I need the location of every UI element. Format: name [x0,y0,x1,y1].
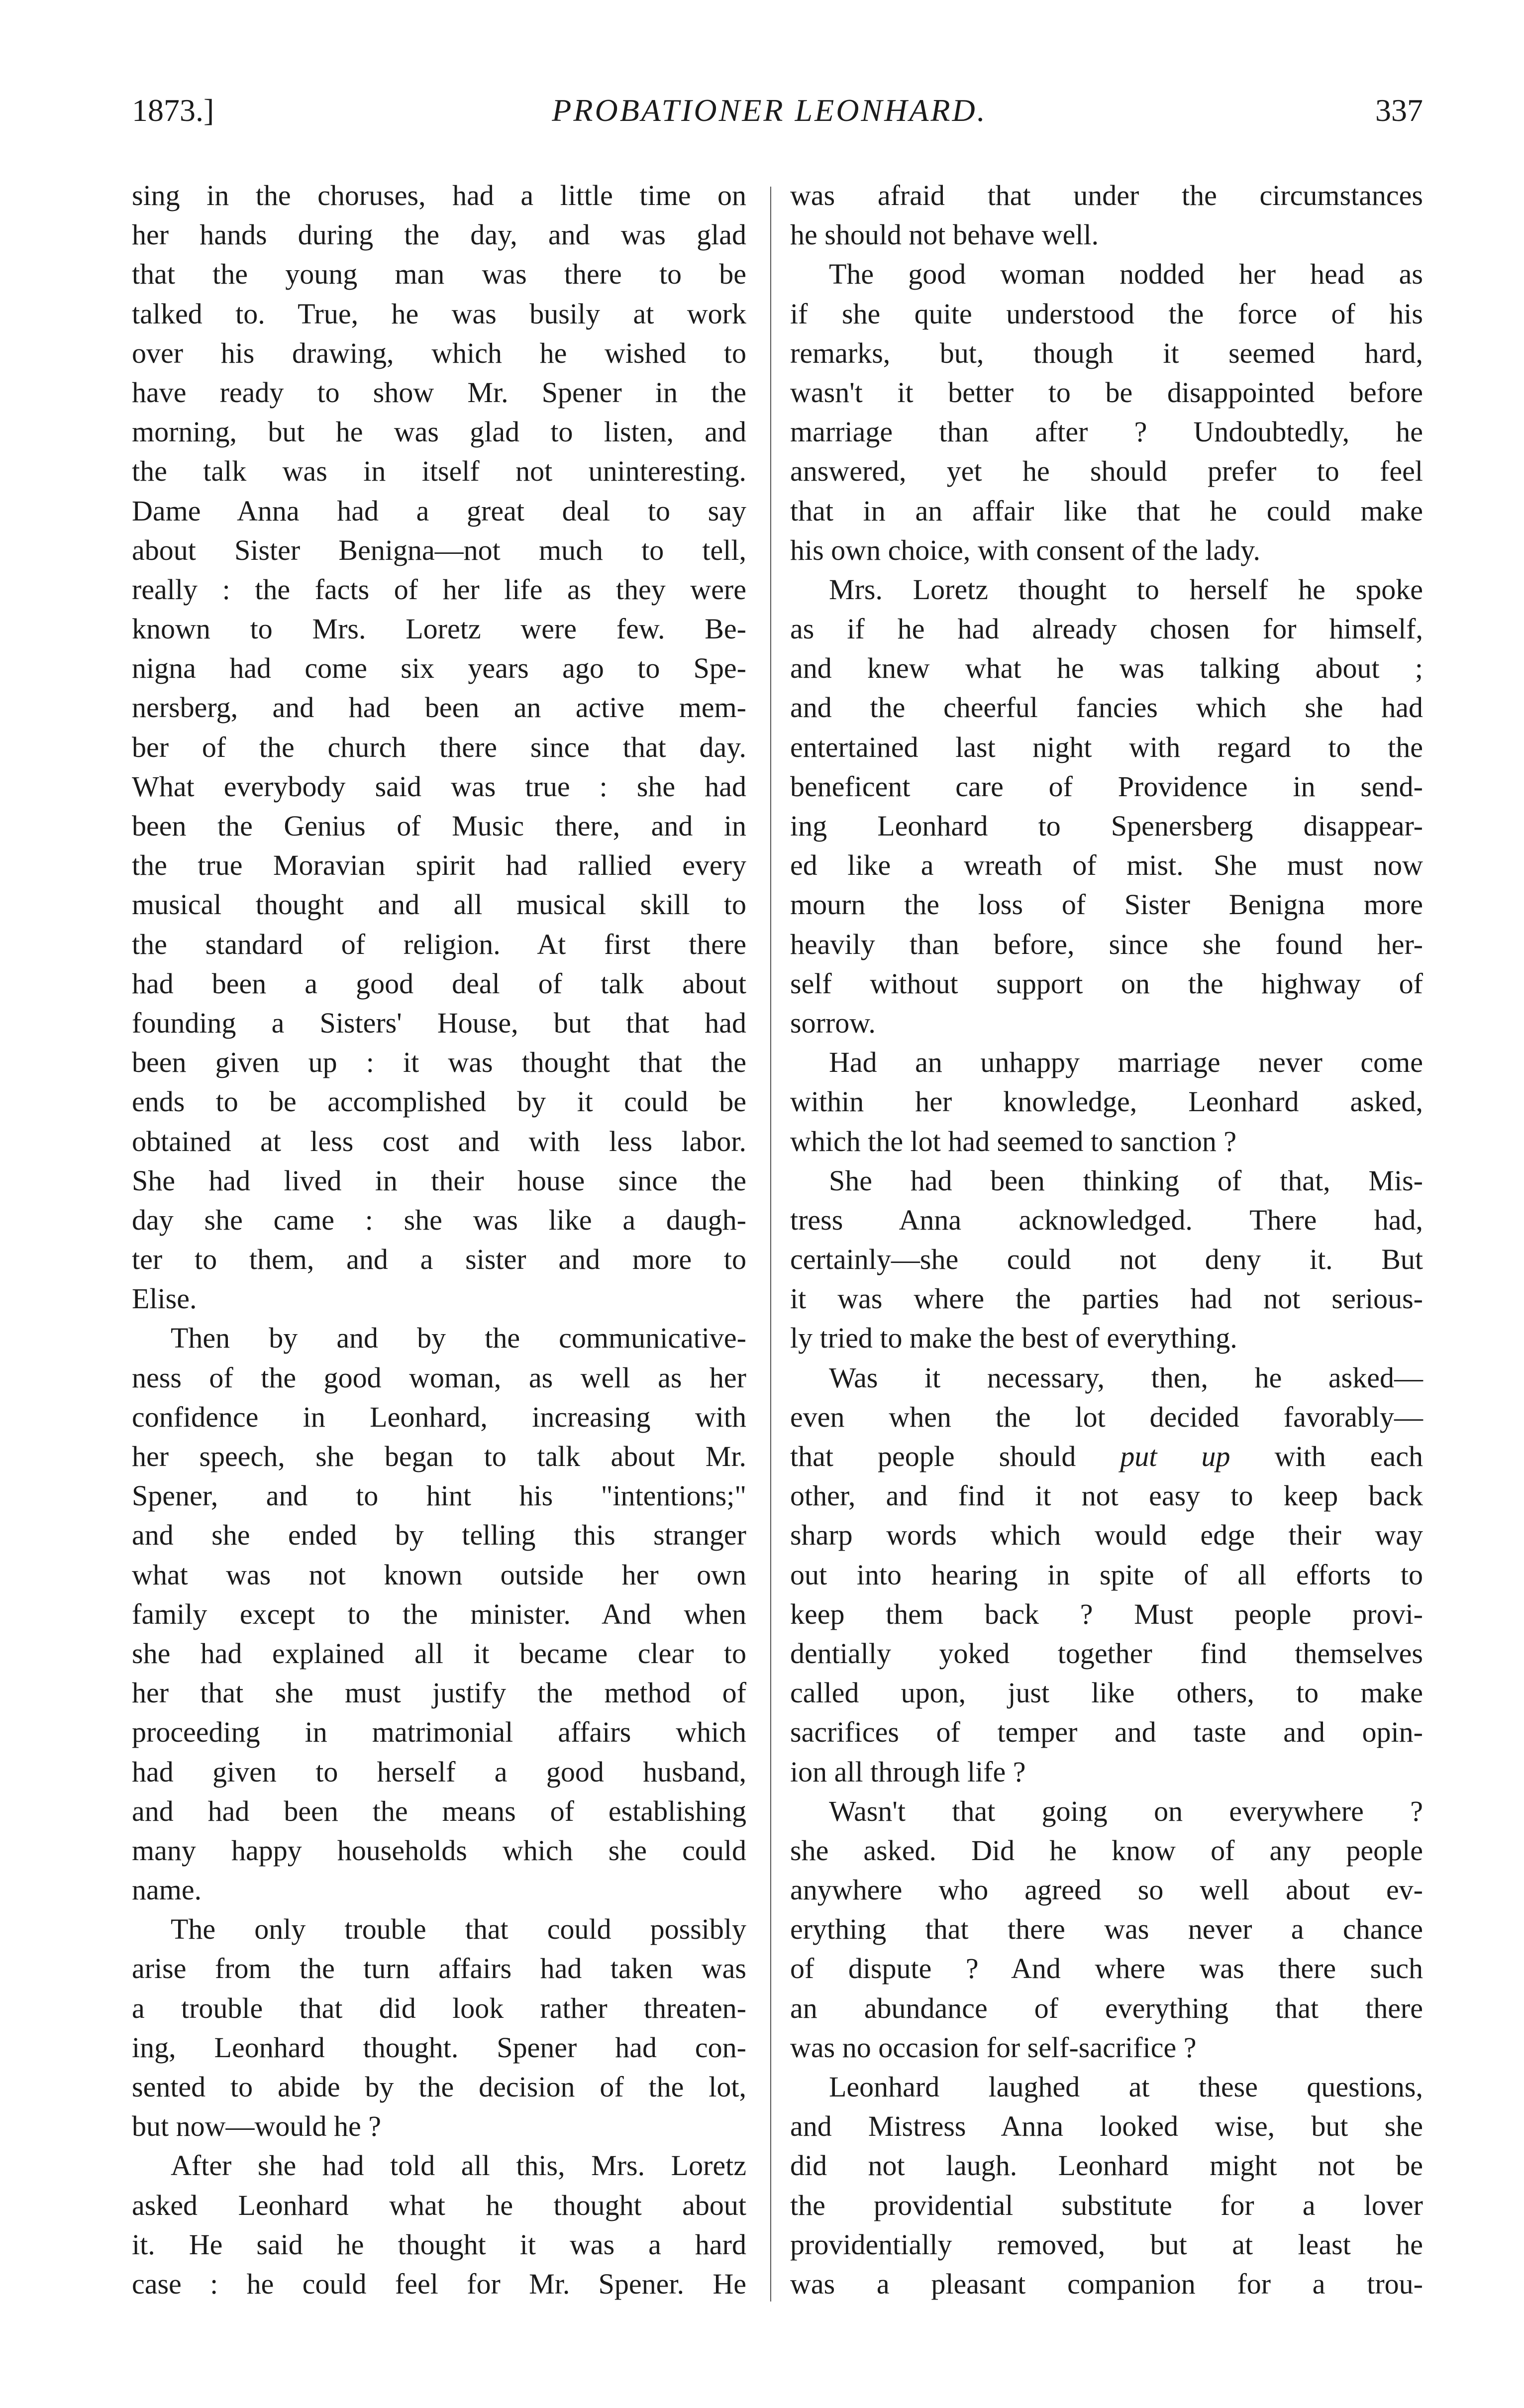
text-line: ter to them, and a sister and more to [132,1243,746,1276]
text-line: Leonhard laughed at these questions, [829,2071,1423,2103]
text-line: and she ended by telling this stranger [132,1519,746,1552]
text-line: she asked. Did he know of any people [790,1834,1423,1867]
text-line: providentially removed, but at least he [790,2228,1423,2261]
text-line: ing, Leonhard thought. Spener had con- [132,2031,746,2064]
text-line: but now—would he ? [132,2110,381,2143]
text-line: proceeding in matrimonial affairs which [132,1716,746,1749]
text-line: tress Anna acknowledged. There had, [790,1203,1423,1236]
text-line: ed like a wreath of mist. She must now [790,849,1423,882]
text-line: his own choice, with consent of the lady. [790,533,1260,566]
text-line: and Mistress Anna looked wise, but she [790,2110,1423,2143]
text-line: nigna had come six years ago to Spe- [132,652,746,685]
text-line: and had been the means of establishing [132,1794,746,1827]
text-line: that people should put up with each [790,1440,1423,1472]
text-line: ly tried to make the best of everything. [790,1322,1237,1355]
text-line: had given to herself a good husband, [132,1755,746,1788]
text-line: really : the facts of her life as they were [132,573,746,606]
column-divider [770,187,771,2302]
text-line: beneficent care of Providence in send- [790,770,1423,803]
text-line: marriage than after ? Undoubtedly, he [790,416,1423,448]
text-line: about Sister Benigna—not much to tell, [132,533,746,566]
text-line: ber of the church there since that day. [132,731,746,763]
text-line: ing Leonhard to Spenersberg disappear- [790,810,1423,842]
text-line: Had an unhappy marriage never come [829,1046,1423,1079]
text-line: out into hearing in spite of all efforts to [790,1558,1423,1591]
text-line: family except to the minister. And when [132,1597,746,1630]
text-line: morning, but he was glad to listen, and [132,416,746,448]
text-line: have ready to show Mr. Spener in the [132,376,746,409]
paragraph [790,1043,1423,1161]
text-line: She had been thinking of that, Mis- [829,1164,1423,1197]
text-line: what was not known outside her own [132,1558,746,1591]
text-line: The only trouble that could possibly [171,1913,746,1946]
running-header-title: PROBATIONER LEONHARD. [552,93,987,128]
paragraph [790,2067,1423,2303]
text-line: dentially yoked together find themselves [790,1637,1423,1670]
paragraph [790,176,1423,254]
text-line: erything that there was never a chance [790,1913,1423,1946]
text-line: ends to be accomplished by it could be [132,1085,746,1118]
text-line: Dame Anna had a great deal to say [132,494,746,527]
text-line: After she had told all this, Mrs. Loretz [171,2149,746,2182]
text-line: case : he could feel for Mr. Spener. He [132,2267,746,2300]
text-line: it was where the parties had not serious- [790,1282,1423,1315]
page-number: 337 [1375,93,1423,128]
text-line: over his drawing, which he wished to [132,336,746,369]
text-line: sharp words which would edge their way [790,1519,1423,1552]
text-line: he should not behave well. [790,218,1099,251]
text-line: and the cheerful fancies which she had [790,691,1423,724]
text-line: of dispute ? And where was there such [790,1952,1423,1985]
text-line: self without support on the highway of [790,967,1423,1000]
text-line: obtained at less cost and with less labor. [132,1125,746,1157]
text-line: She had lived in their house since the [132,1164,746,1197]
text-line: heavily than before, since she found her- [790,928,1423,960]
text-line: anywhere who agreed so well about ev- [790,1874,1423,1906]
text-line: been given up : it was thought that the [132,1046,746,1079]
text-line: musical thought and all musical skill to [132,888,746,921]
text-line: a trouble that did look rather threaten- [132,1991,746,2024]
text-line: day she came : she was like a daugh- [132,1203,746,1236]
text-line: Wasn't that going on everywhere ? [829,1794,1423,1827]
text-line: entertained last night with regard to the [790,731,1423,763]
text-line: mourn the loss of Sister Benigna more [790,888,1423,921]
paragraph [790,1358,1423,1791]
text-line: within her knowledge, Leonhard asked, [790,1085,1423,1118]
paragraph [132,1318,746,1909]
text-line: did not laugh. Leonhard might not be [790,2149,1423,2182]
text-column-right [790,176,1423,2303]
text-line: Then by and by the communicative- [171,1322,746,1355]
running-header-year: 1873.] [132,93,214,128]
text-line: her that she must justify the method of [132,1676,746,1709]
text-line: ness of the good woman, as well as her [132,1361,746,1394]
text-line: the providential substitute for a lover [790,2189,1423,2221]
text-line: ion all through life ? [790,1755,1026,1788]
text-line: sented to abide by the decision of the lot, [132,2071,746,2103]
text-line: was a pleasant companion for a trou- [790,2267,1423,2300]
text-line: was no occasion for self-sacrifice ? [790,2031,1197,2064]
text-line: sacrifices of temper and taste and opin- [790,1716,1423,1749]
text-line: her hands during the day, and was glad [132,218,746,251]
text-line: confidence in Leonhard, increasing with [132,1400,746,1433]
text-line: and knew what he was talking about ; [790,652,1423,685]
text-line: as if he had already chosen for himself, [790,613,1423,645]
text-line: certainly—she could not deny it. But [790,1243,1423,1276]
paragraph [132,176,746,1318]
paragraph [790,1161,1423,1358]
paragraph [790,1791,1423,2067]
text-line: if she quite understood the force of his [790,297,1423,330]
text-column-left [132,176,746,2303]
text-line: her speech, she began to talk about Mr. [132,1440,746,1472]
paragraph [790,254,1423,570]
text-line: sorrow. [790,1006,876,1039]
text-line: that in an affair like that he could make [790,494,1423,527]
text-line: answered, yet he should prefer to feel [790,455,1423,488]
text-line: many happy households which she could [132,1834,746,1867]
text-line: was afraid that under the circumstances [790,179,1423,211]
text-line: known to Mrs. Loretz were few. Be- [132,613,746,645]
text-line: keep them back ? Must people provi- [790,1597,1423,1630]
text-line: the true Moravian spirit had rallied every [132,849,746,882]
text-line: called upon, just like others, to make [790,1676,1423,1709]
text-line: founding a Sisters' House, but that had [132,1006,746,1039]
text-line: talked to. True, he was busily at work [132,297,746,330]
text-line: had been a good deal of talk about [132,967,746,1000]
text-line: wasn't it better to be disappointed before [790,376,1423,409]
paragraph [132,1909,746,2146]
text-line: even when the lot decided favorably— [790,1400,1423,1433]
text-line: other, and find it not easy to keep back [790,1479,1423,1512]
paragraph [132,2146,746,2303]
text-line: Elise. [132,1282,197,1315]
text-line: which the lot had seemed to sanction ? [790,1125,1237,1157]
text-line: an abundance of everything that there [790,1991,1423,2024]
text-line: remarks, but, though it seemed hard, [790,336,1423,369]
text-line: it. He said he thought it was a hard [132,2228,746,2261]
text-line: What everybody said was true : she had [132,770,746,803]
text-line: name. [132,1874,202,1906]
text-line: arise from the turn affairs had taken was [132,1952,746,1985]
text-line: the talk was in itself not uninteresting. [132,455,746,488]
text-line: she had explained all it became clear to [132,1637,746,1670]
text-line: nersberg, and had been an active mem- [132,691,746,724]
text-line: Mrs. Loretz thought to herself he spoke [829,573,1423,606]
italic-emphasis: put up [1120,1440,1230,1472]
text-line: the standard of religion. At first there [132,928,746,960]
text-line: asked Leonhard what he thought about [132,2189,746,2221]
text-line: sing in the choruses, had a little time on [132,179,746,211]
text-line: that the young man was there to be [132,258,746,291]
text-line: Was it necessary, then, he asked— [829,1361,1423,1394]
paragraph [790,570,1423,1043]
text-line: been the Genius of Music there, and in [132,810,746,842]
text-line: The good woman nodded her head as [829,258,1423,291]
text-line: Spener, and to hint his "intentions;" [132,1479,746,1512]
